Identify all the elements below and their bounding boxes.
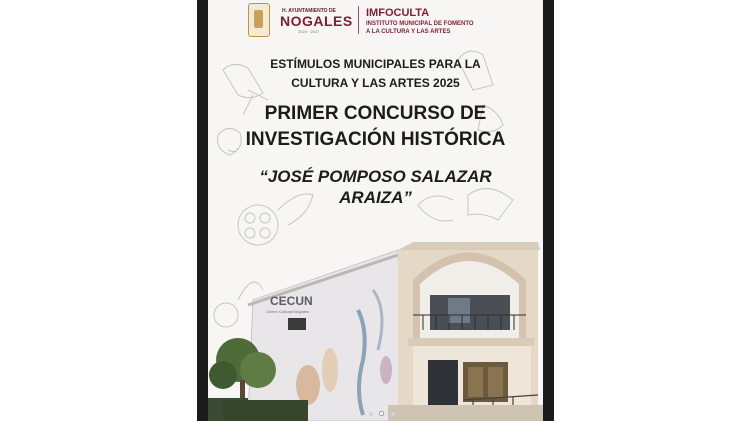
city-name: NOGALES <box>280 13 353 29</box>
carousel-dot-active[interactable] <box>379 411 384 416</box>
institute-name <box>366 20 474 36</box>
event-poster <box>208 0 543 421</box>
contest-title <box>208 101 543 153</box>
building-photo <box>208 220 543 421</box>
subtitle-line-1: ESTÍMULOS MUNICIPALES PARA LA <box>270 57 481 71</box>
honoree-line-1: “JOSÉ POMPOSO SALAZAR <box>259 167 492 186</box>
title-line-1: PRIMER CONCURSO DE <box>264 103 487 124</box>
term-years: 2024 · 2027 <box>298 29 320 34</box>
institute-line-2: A LA CULTURA Y LAS ARTES <box>366 29 451 35</box>
carousel-dot[interactable] <box>369 412 373 416</box>
municipal-seal-icon <box>248 3 270 37</box>
carousel-dot[interactable] <box>391 412 395 416</box>
honoree-name <box>208 166 543 208</box>
program-subtitle <box>208 55 543 93</box>
title-line-2: INVESTIGACIÓN HISTÓRICA <box>245 129 506 150</box>
ayuntamiento-label: H. AYUNTAMIENTO DE <box>282 8 336 14</box>
honoree-line-2: ARAIZA” <box>339 188 412 207</box>
institute-line-1: INSTITUTO MUNICIPAL DE FOMENTO <box>366 21 474 27</box>
institute-acronym: IMFOCULTA <box>366 7 430 19</box>
subtitle-line-2: CULTURA Y LAS ARTES 2025 <box>291 76 460 90</box>
carousel-indicator <box>368 403 396 421</box>
building-sign: CECUN <box>270 294 313 308</box>
frame-right-bar <box>543 0 554 421</box>
logo-header <box>208 0 543 42</box>
logo-divider <box>358 6 359 34</box>
building-sign-sub: Centro Cultural Nogales <box>266 309 309 314</box>
frame-left-bar <box>197 0 208 421</box>
